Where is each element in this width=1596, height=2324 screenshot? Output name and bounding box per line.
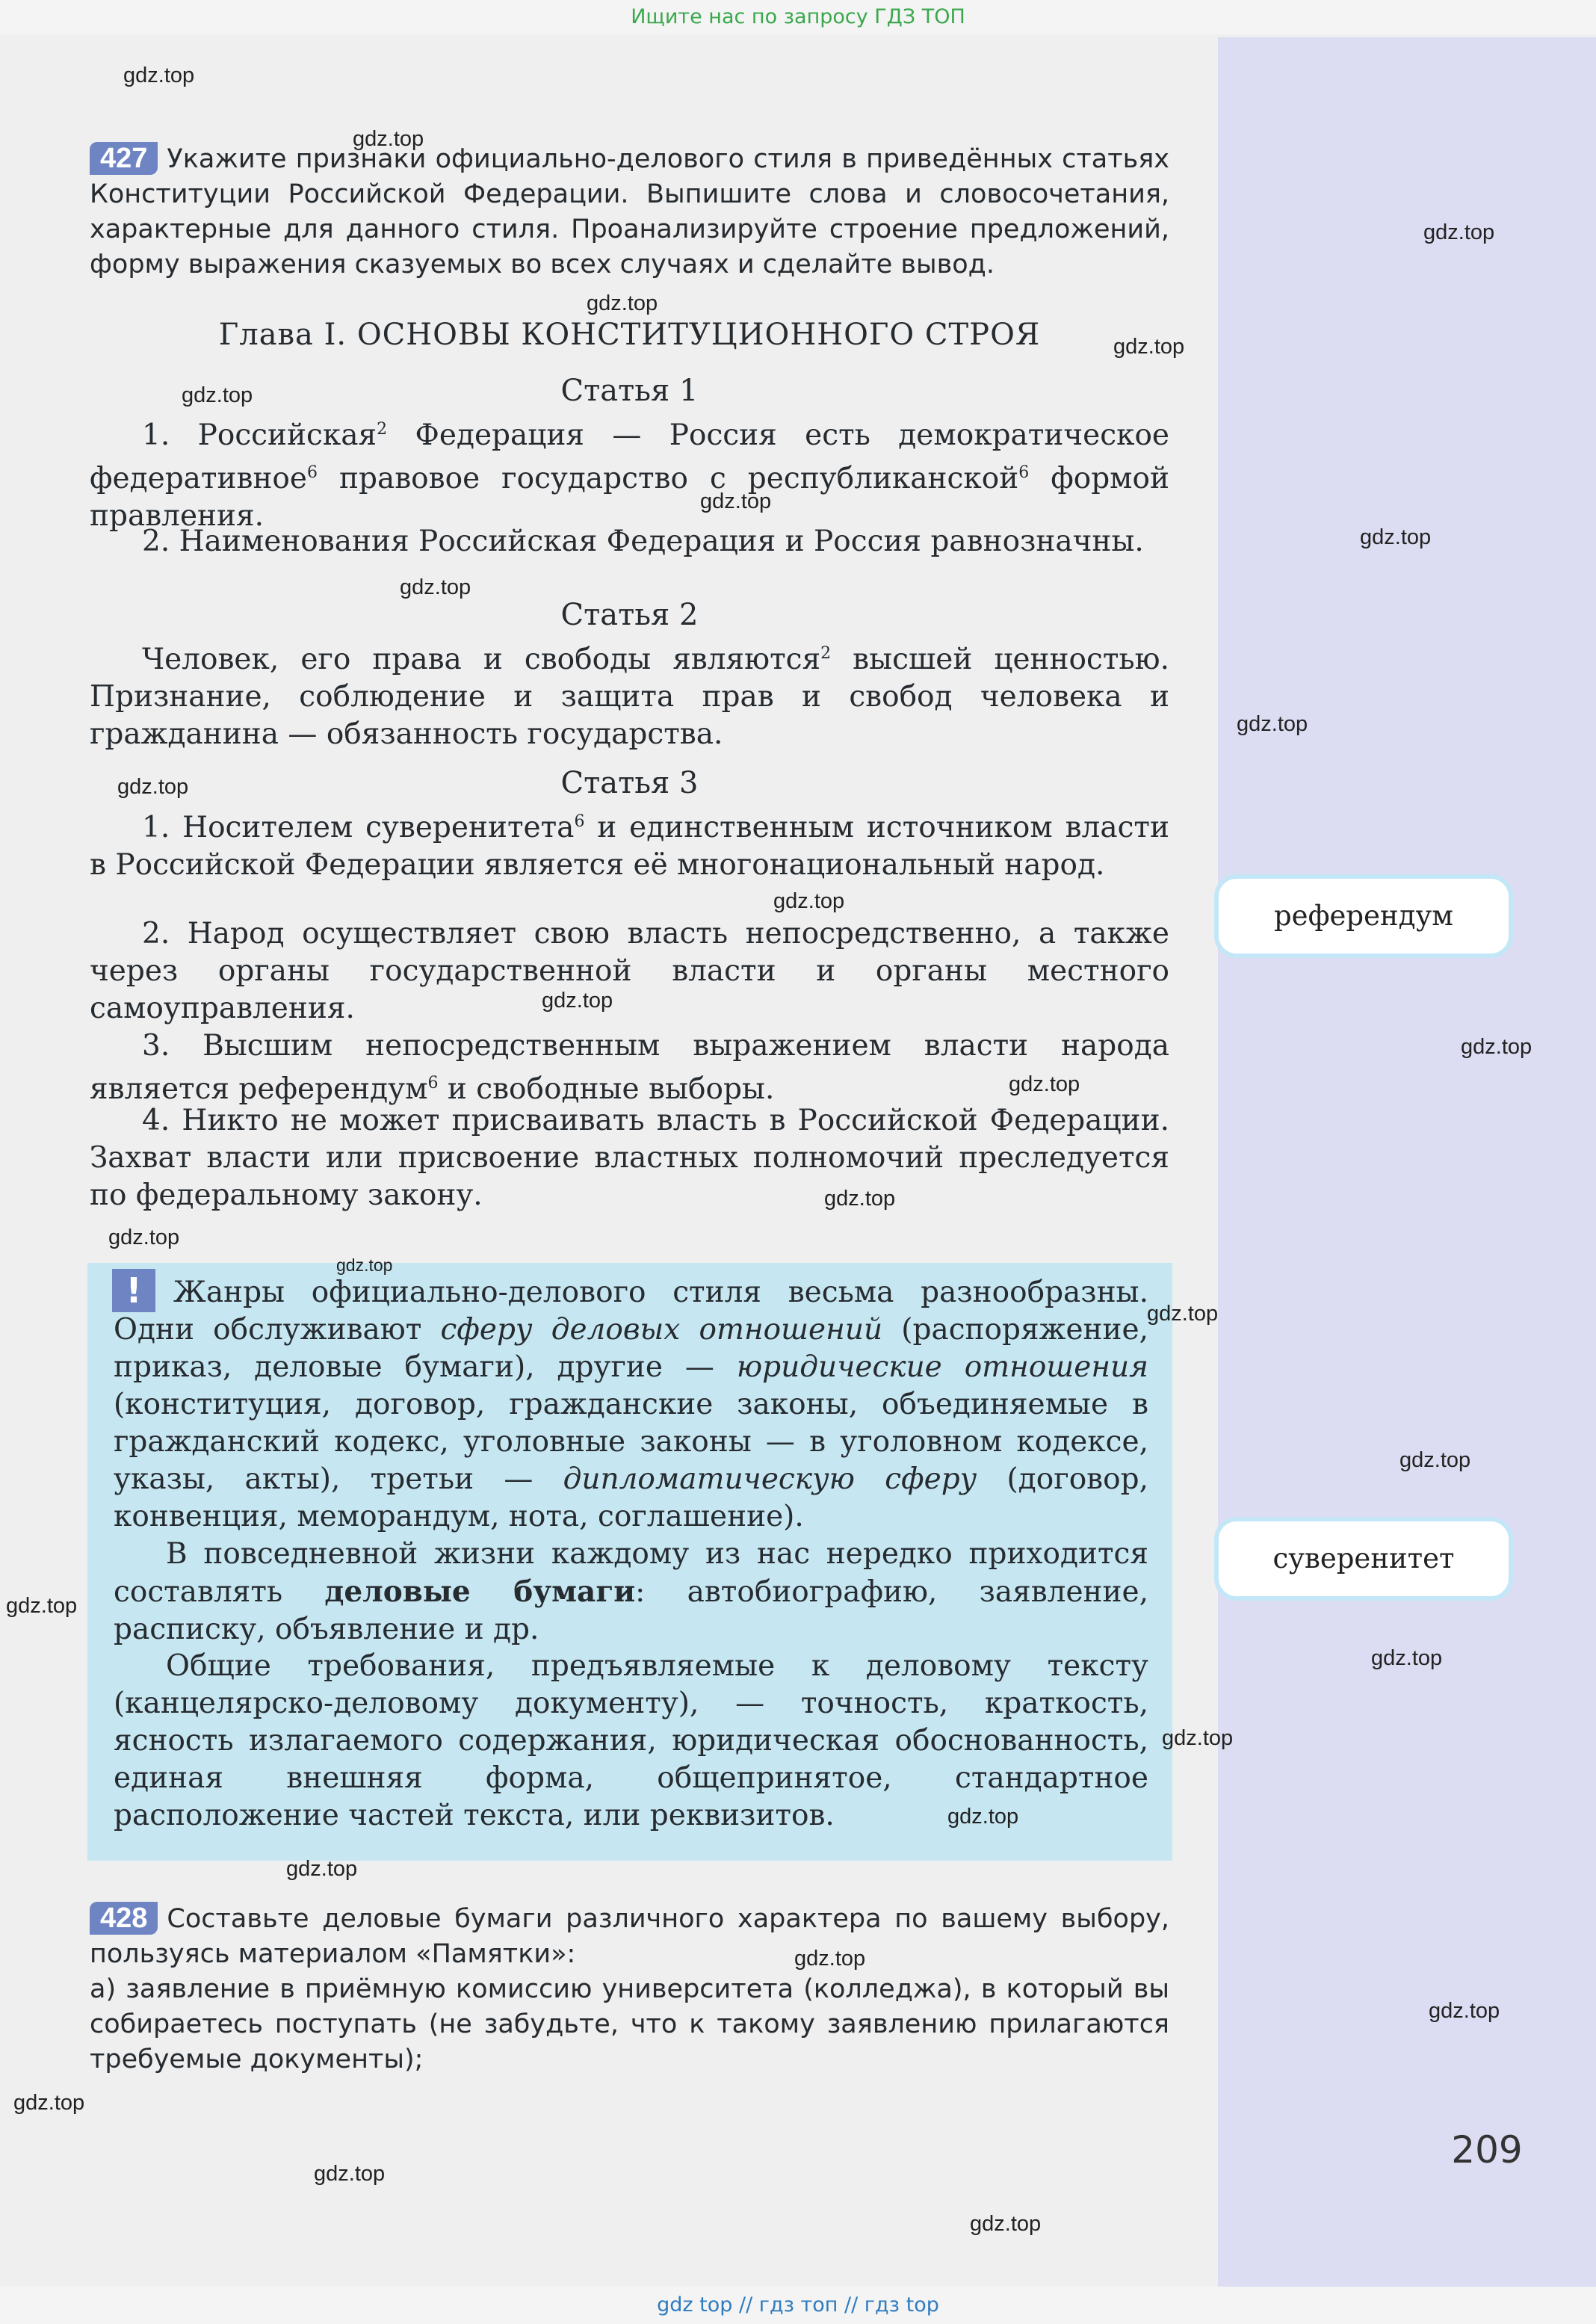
article-1-point-1: 1. Российская$^2$ Федерация — Россия есть демократическое федеративное$^6$ правовое государство с республиканской$^6$ формой правления. bbox=[90, 418, 1170, 533]
watermark: gdz.top bbox=[108, 1226, 180, 1249]
watermark: gdz.top bbox=[587, 291, 658, 315]
watermark: gdz.top bbox=[1237, 712, 1308, 736]
watermark: gdz.top bbox=[824, 1187, 896, 1211]
watermark: gdz.top bbox=[1162, 1726, 1234, 1750]
watermark: gdz.top bbox=[1429, 1999, 1500, 2023]
watermark: gdz.top bbox=[336, 1255, 393, 1275]
footer-links[interactable]: gdz top // гдз топ // гдз top bbox=[0, 2287, 1596, 2324]
watermark: gdz.top bbox=[947, 1805, 1019, 1829]
article-3-title: Статья 3 bbox=[560, 766, 699, 800]
article-3-point-3: 3. Высшим непосредственным выражением власти народа является референдум$^6$ и свободные выборы. bbox=[90, 1029, 1169, 1106]
article-2-title: Статья 2 bbox=[560, 598, 699, 632]
watermark: gdz.top bbox=[1461, 1035, 1532, 1059]
watermark: gdz.top bbox=[6, 1594, 78, 1618]
article-3-point-2: 2. Народ осуществляет свою власть непосредственно, а также через органы государственной власти и органы местного самоуправления. bbox=[90, 917, 1169, 1025]
chapter-heading: Глава I. ОСНОВЫ КОНСТИТУЦИОННОГО СТРОЯ bbox=[218, 318, 1041, 352]
task-427 bbox=[90, 142, 1169, 282]
watermark: gdz.top bbox=[773, 889, 845, 913]
watermark: gdz.top bbox=[13, 2091, 85, 2115]
task-428-body: Составьте деловые бумаги различного характера по вашему выбору, пользуясь материалом «Памятки»: bbox=[90, 1904, 1169, 1969]
watermark: gdz.top bbox=[1113, 335, 1185, 359]
watermark: gdz.top bbox=[1360, 525, 1432, 549]
watermark: gdz.top bbox=[182, 383, 253, 407]
article-1-title: Статья 1 bbox=[560, 374, 699, 408]
margin-word-sovereignty: суверенитет bbox=[1214, 1517, 1513, 1601]
task-427-text bbox=[90, 142, 1169, 282]
task-number-badge: 427 bbox=[90, 142, 158, 175]
task-428-text bbox=[90, 1902, 1169, 1972]
task-number-badge: 428 bbox=[90, 1902, 158, 1935]
rule-paragraph-2: В повседневной жизни каждому из нас нередко приходится составлять деловые бумаги: автобиографию, заявление, расписку, объявление и др. bbox=[114, 1537, 1148, 1646]
task-427-body: Укажите признаки официально-делового стиля в приведённых статьях Конституции Российской Федерации. Выпишите слова и словосочетания, характерные для данного стиля. Проанализируйте строение предложений, форму выражения сказуемых во всех случаях и сделайте вывод. bbox=[90, 144, 1169, 279]
task-428-item-a: а) заявление в приёмную комиссию университета (колледжа), в который вы собираетесь поступать (не забудьте, что к такому заявлению прилагаются требуемые документы); bbox=[90, 1974, 1169, 2074]
watermark: gdz.top bbox=[353, 127, 424, 151]
page-number: 209 bbox=[1451, 2128, 1523, 2172]
watermark: gdz.top bbox=[700, 489, 772, 513]
watermark: gdz.top bbox=[794, 1947, 866, 1971]
watermark: gdz.top bbox=[1423, 220, 1495, 244]
article-1-point-2: 2. Наименования Российская Федерация и Россия равнозначны. bbox=[142, 525, 1144, 558]
watermark: gdz.top bbox=[970, 2212, 1042, 2236]
rule-paragraph-1: Жанры официально-делового стиля весьма разнообразны. Одни обслуживают сферу деловых отношений (распоряжение, приказ, деловые бумаги), другие — юридические отношения (конституция, договор, гражданские законы, объединяемые в гражданский кодекс, уголовные законы — в уголовном кодексе, указы, акты), третьи — дипломатическую сферу (договор, конвенция, меморандум, нота, соглашение). bbox=[114, 1276, 1149, 1533]
article-3-point-1: 1. Носителем суверенитета$^6$ и единственным источником власти в Российской Федерации является её многонациональный народ. bbox=[90, 811, 1169, 882]
watermark: gdz.top bbox=[1371, 1646, 1443, 1670]
watermark: gdz.top bbox=[1009, 1072, 1080, 1096]
article-3-point-4: 4. Никто не может присваивать власть в Российской Федерации. Захват власти или присвоение властных полномочий преследуется по федеральному закону. bbox=[90, 1104, 1169, 1212]
margin-column bbox=[1218, 37, 1596, 2287]
watermark: gdz.top bbox=[1147, 1302, 1219, 1326]
watermark: gdz.top bbox=[123, 64, 195, 87]
exclamation-icon: ! bbox=[112, 1269, 155, 1312]
top-banner[interactable]: Ищите нас по запросу ГДЗ ТОП bbox=[0, 0, 1596, 34]
watermark: gdz.top bbox=[286, 1857, 358, 1881]
watermark: gdz.top bbox=[117, 775, 189, 799]
watermark: gdz.top bbox=[314, 2162, 386, 2186]
rule-paragraph-3: Общие требования, предъявляемые к деловому тексту (канцелярско-деловому документу), — точность, краткость, ясность излагаемого содержания, юридическая обоснованность, единая внешняя форма, общепринятое, стандартное расположение частей текста, или реквизитов. bbox=[114, 1649, 1148, 1832]
watermark: gdz.top bbox=[542, 989, 613, 1013]
task-428 bbox=[90, 1902, 1169, 2077]
watermark: gdz.top bbox=[1399, 1448, 1471, 1472]
watermark: gdz.top bbox=[400, 575, 471, 599]
margin-word-referendum: референдум bbox=[1214, 874, 1513, 958]
article-2-text: Человек, его права и свободы являются$^2$ высшей ценностью. Признание, соблюдение и защита прав и свобод человека и гражданина — обязанность государства. bbox=[90, 643, 1170, 751]
